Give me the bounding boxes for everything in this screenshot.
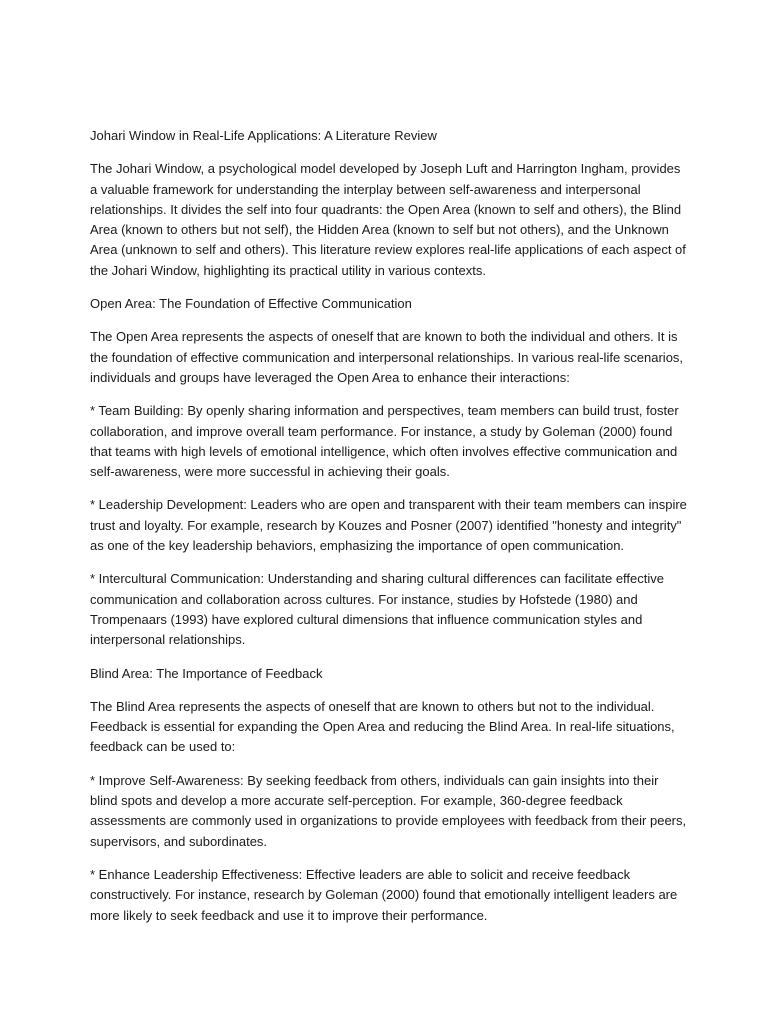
bullet-paragraph: * Improve Self-Awareness: By seeking feedback from others, individuals can gain insights into their blind spots and develop a more accurate self-perception. For example, 360-degree feedback assessments are commonly used in organizations to provide employees with feedback from their peers, supervisors, and subordinates. xyxy=(90,772,687,849)
section-heading-open-area: Open Area: The Foundation of Effective Communication xyxy=(90,296,412,312)
bullet-paragraph: * Intercultural Communication: Understanding and sharing cultural differences can facilitate effective communication and collaboration across cultures. For instance, studies by Hofstede (1980) and Trompenaars (1993) have explored cultural dimensions that influence communication styles and interpersonal relationships. xyxy=(90,571,664,648)
bullet-paragraph: * Team Building: By openly sharing information and perspectives, team members can build trust, foster collaboration, and improve overall team performance. For instance, a study by Goleman (2000) found that teams with high levels of emotional intelligence, which often involves effective communication and self-awareness, were more successful in achieving their goals. xyxy=(90,403,679,480)
bullet-paragraph: * Enhance Leadership Effectiveness: Effective leaders are able to solicit and receive feedback constructively. For instance, research by Goleman (2000) found that emotionally intelligent leaders are more likely to seek feedback and use it to improve their performance. xyxy=(90,866,678,923)
paragraph: The Open Area represents the aspects of oneself that are known to both the individual and others. It is the foundation of effective communication and interpersonal relationships. In various real-life scenarios, individuals and groups have leveraged the Open Area to enhance their interactions: xyxy=(90,329,684,385)
document-title: Johari Window in Real-Life Applications: A Literature Review xyxy=(90,128,437,143)
section-heading-blind-area: Blind Area: The Importance of Feedback xyxy=(90,665,323,681)
bullet-paragraph: * Leadership Development: Leaders who are open and transparent with their team members can inspire trust and loyalty. For example, research by Kouzes and Posner (2007) identified "honesty and integrity" as one of the key leadership behaviors, emphasizing the importance of open communication. xyxy=(90,497,687,554)
paragraph: The Blind Area represents the aspects of oneself that are known to others but not to the individual. Feedback is essential for expanding the Open Area and reducing the Blind Area. In real-life situations, feedback can be used to: xyxy=(90,698,675,755)
intro-paragraph: The Johari Window, a psychological model developed by Joseph Luft and Harrington Ingham, provides a valuable framework for understanding the interplay between self-awareness and interpersonal relationships. It divides the self into four quadrants: the Open Area (known to self and others), the Blind Area (known to others but not self), the Hidden Area (known to self but not others), and the Unknown Area (unknown to self and others). This literature review explores real-life applications of each aspect of the Johari Window, highlighting its practical utility in various contexts. xyxy=(90,161,686,278)
